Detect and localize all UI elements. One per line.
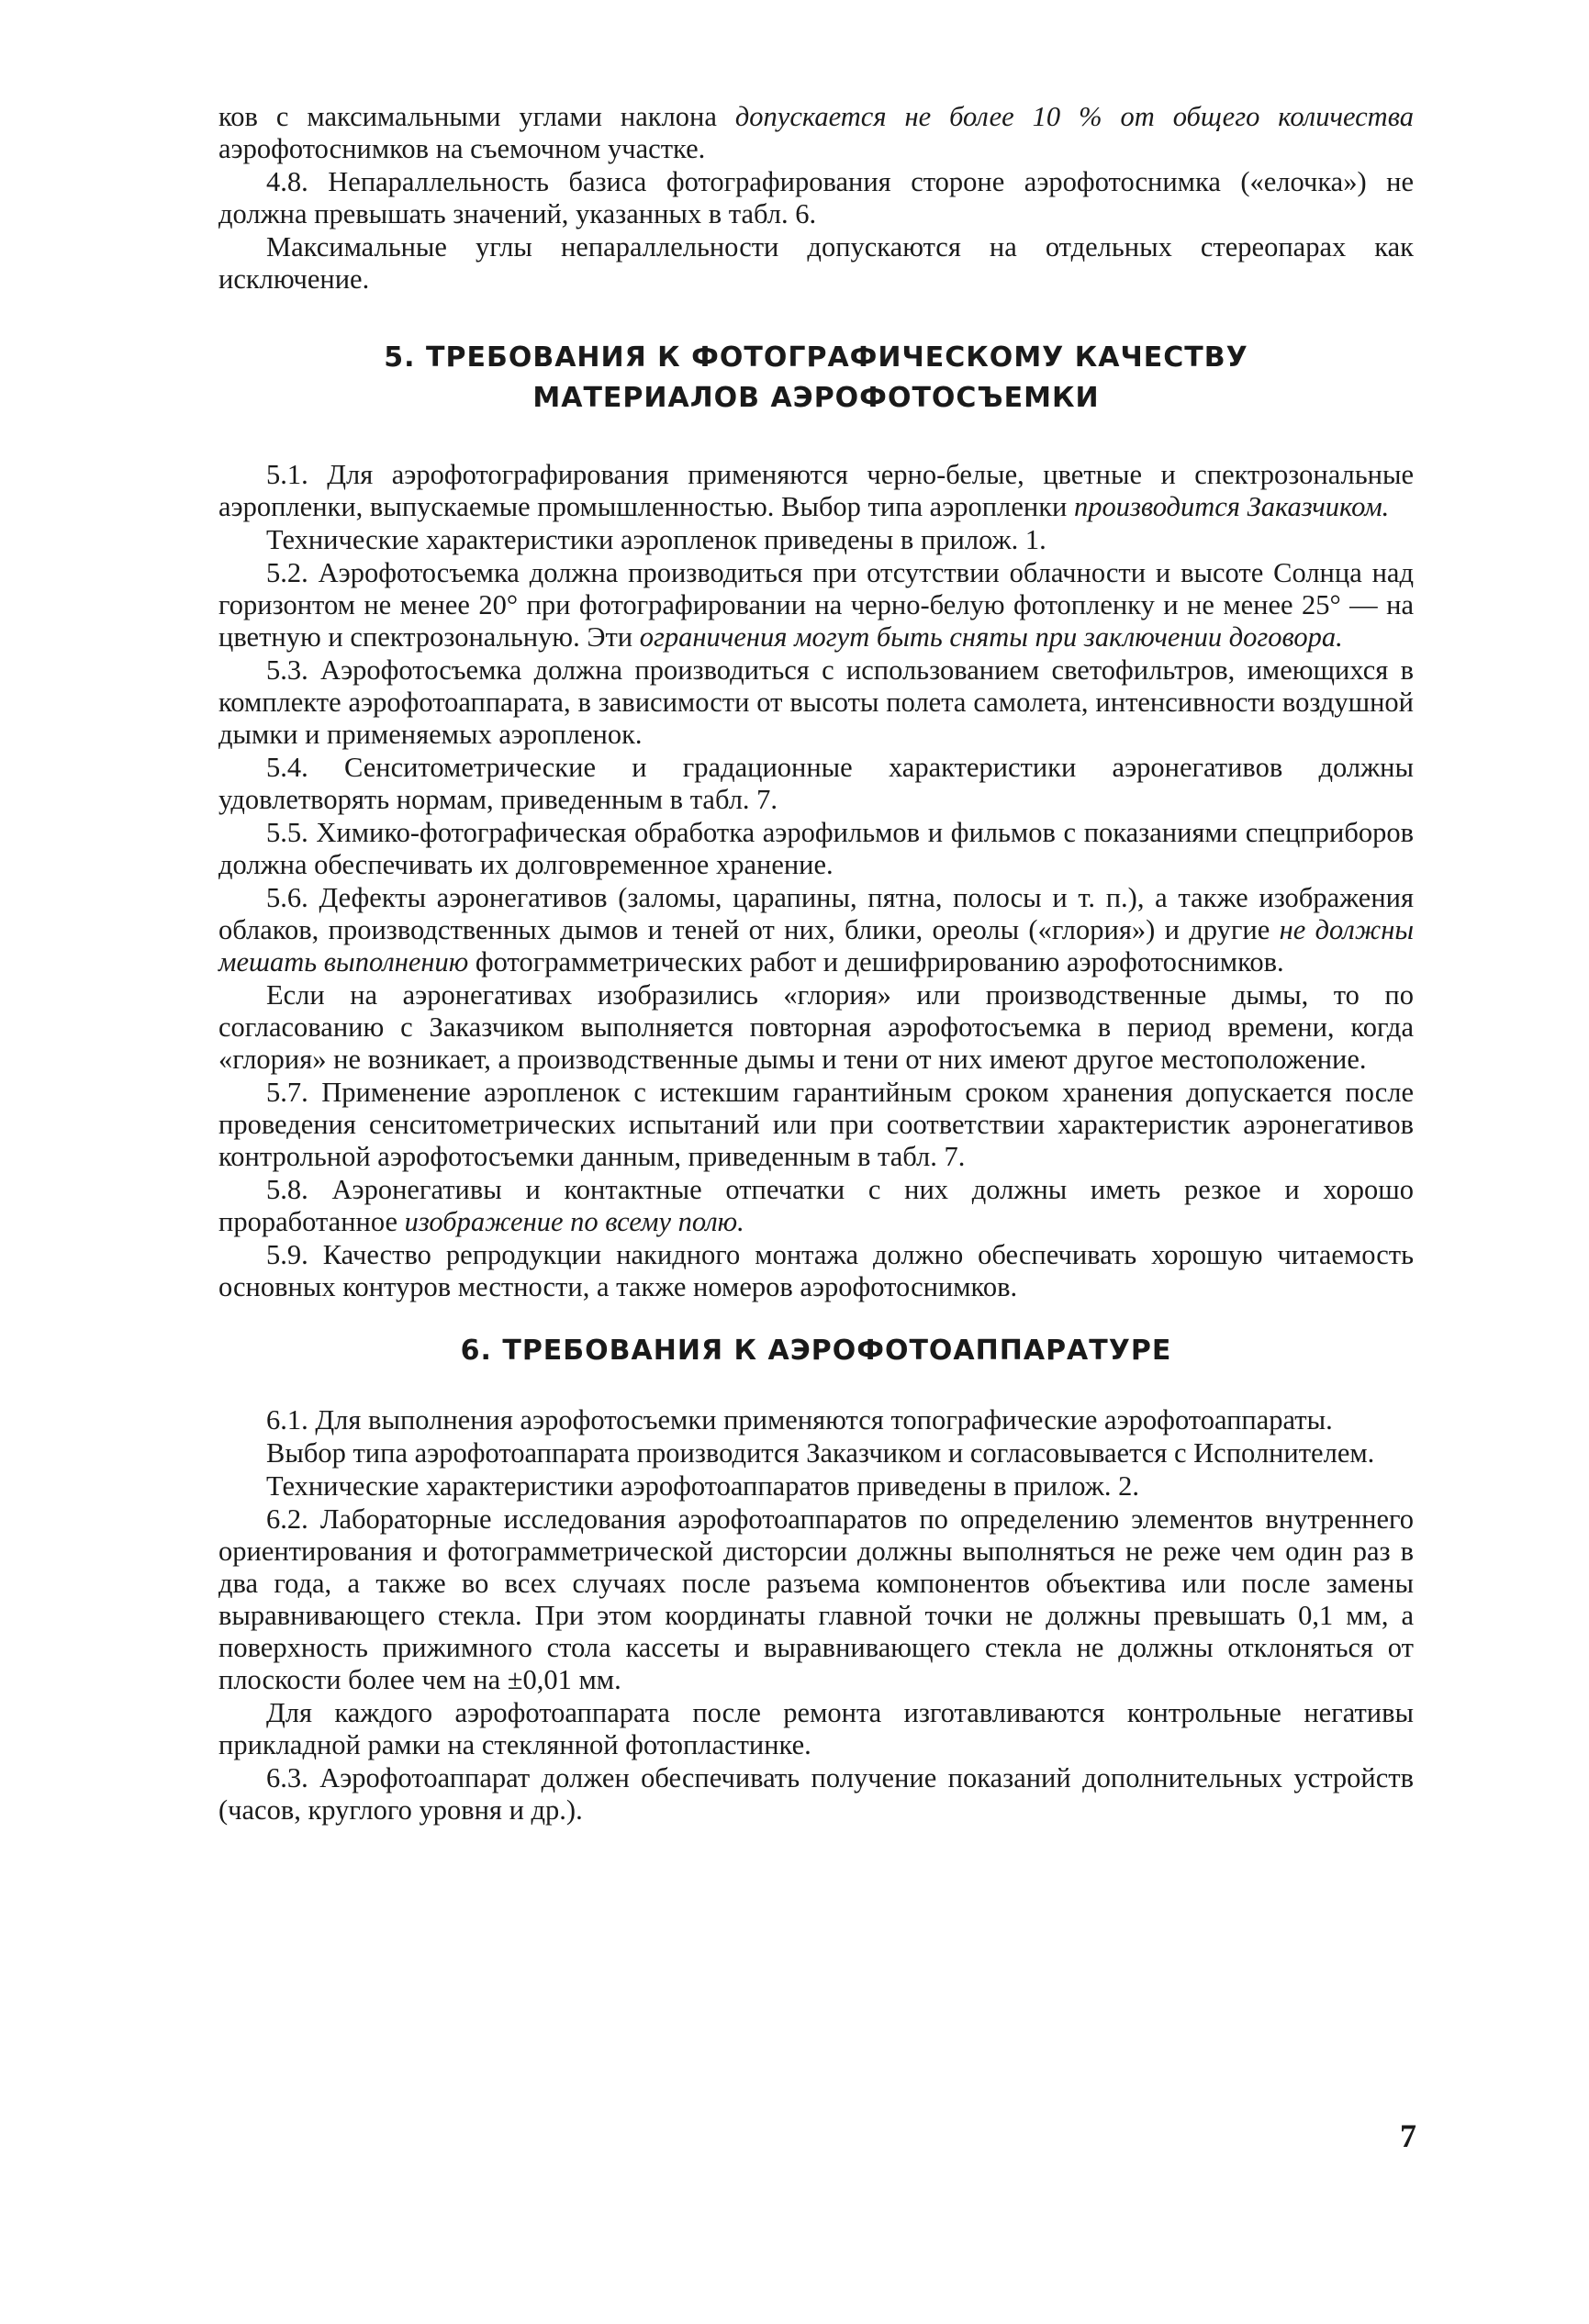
top-paragraphs	[218, 101, 1414, 296]
paragraph-text: 6.2. Лабораторные исследования аэрофотоаппаратов по определению элементов внутреннего ориентирования и фотограмметрической дисторсии должны выполняться не реже чем один раз в два года, а также во всех случаях после разъема компонентов объектива или после замены выравнивающего стекла. При этом координаты главной точки не должны превышать 0,1 мм, а поверхность прижимного стола кассеты и выравнивающего стекла не должны отклоняться от плоскости более чем на ±0,01 мм.	[218, 1503, 1414, 1695]
paragraph	[218, 166, 1414, 230]
paragraph-text: Максимальные углы непараллельности допускаются на отдельных стереопарах как исключение.	[218, 231, 1414, 295]
paragraph	[218, 459, 1414, 523]
paragraph-text: 5.3. Аэрофотосъемка должна производиться с использованием светофильтров, имеющихся в комплекте аэрофотоаппарата, в зависимости от высоты полета самолета, интенсивности воздушной дымки и применяемых аэропленок.	[218, 654, 1414, 750]
paragraph	[218, 752, 1414, 816]
paragraph	[218, 1077, 1414, 1173]
section-5-heading-line1: 5. ТРЕБОВАНИЯ К ФОТОГРАФИЧЕСКОМУ КАЧЕСТВУ	[384, 341, 1248, 374]
paragraph	[218, 654, 1414, 751]
paragraph	[218, 1404, 1414, 1436]
paragraph	[218, 1174, 1414, 1238]
paragraph-text: 4.8. Непараллельность базиса фотографирования стороне аэрофотоснимка («елочка») не должна превышать значений, указанных в табл. 6.	[218, 166, 1414, 229]
page-number: 7	[1400, 2117, 1416, 2154]
paragraph	[218, 524, 1414, 556]
paragraph-emphasis: ограничения могут быть сняты при заключении договора.	[639, 621, 1343, 653]
paragraph-text: 5.5. Химико-фотографическая обработка аэрофильмов и фильмов с показаниями спецприборов должна обеспечивать их долговременное хранение.	[218, 817, 1414, 880]
paragraph-emphasis: не должны мешать выполнению	[218, 914, 1414, 978]
paragraph-text: Если на аэронегативах изобразились «глория» или производственные дымы, то по согласованию с Заказчиком выполняется повторная аэрофотосъемка в период времени, когда «глория» не возникает, а производственные дымы и тени от них имеют другое местоположение.	[218, 979, 1414, 1075]
paragraph-text-tail: фотограмметрических работ и дешифрированию аэрофотоснимков.	[468, 946, 1284, 978]
paragraph	[218, 557, 1414, 654]
paragraph-emphasis: допускается не более 10 % от общего количества	[734, 101, 1414, 132]
paragraph-emphasis: производится Заказчиком.	[1073, 491, 1390, 522]
paragraph-text: Технические характеристики аэрофотоаппаратов приведены в прилож. 2.	[266, 1470, 1139, 1502]
paragraph-text: 5.1. Для аэрофотографирования применяются черно-белые, цветные и спектрозональные аэропленки, выпускаемые промышленностью. Выбор типа аэропленки	[218, 459, 1414, 522]
paragraph-text-tail: аэрофотоснимков на съемочном участке.	[218, 133, 706, 164]
paragraph	[218, 817, 1414, 881]
paragraph	[218, 882, 1414, 978]
section-6-heading: 6. ТРЕБОВАНИЯ К АЭРОФОТОАППАРАТУРЕ	[460, 1335, 1172, 1367]
paragraph-text: 5.4. Сенситометрические и градационные характеристики аэронегативов должны удовлетворять нормам, приведенным в табл. 7.	[218, 752, 1414, 815]
paragraph	[218, 979, 1414, 1076]
paragraph	[218, 1503, 1414, 1696]
paragraph-text: 5.2. Аэрофотосъемка должна производиться при отсутствии облачности и высоте Солнца над горизонтом не менее 20° при фотографировании на черно-белую фотопленку и не менее 25° — на цветную и спектрозональную. Эти	[218, 557, 1414, 653]
document-page	[218, 101, 1414, 1827]
section-5-heading-line2: МАТЕРИАЛОВ АЭРОФОТОСЪЕМКИ	[532, 382, 1100, 414]
paragraph-emphasis: изображение по всему полю.	[404, 1206, 744, 1237]
paragraph	[218, 1239, 1414, 1303]
paragraph	[218, 1470, 1414, 1503]
section-6-paragraphs	[218, 1404, 1414, 1827]
paragraph-text: 6.1. Для выполнения аэрофотосъемки применяются топографические аэрофотоаппараты.	[266, 1404, 1333, 1436]
paragraph-text: Выбор типа аэрофотоаппарата производится Заказчиком и согласовывается с Исполнителем.	[266, 1437, 1375, 1469]
paragraph	[218, 1437, 1414, 1469]
paragraph-text: 6.3. Аэрофотоаппарат должен обеспечивать получение показаний дополнительных устройств (часов, круглого уровня и др.).	[218, 1762, 1414, 1826]
paragraph-text: 5.7. Применение аэропленок с истекшим гарантийным сроком хранения допускается после проведения сенситометрических испытаний или при соответствии характеристик аэронегативов контрольной аэрофотосъемки данным, приведенным в табл. 7.	[218, 1077, 1414, 1172]
section-5-heading	[218, 338, 1414, 419]
paragraph-text: 5.8. Аэронегативы и контактные отпечатки с них должны иметь резкое и хорошо проработанное	[218, 1174, 1414, 1237]
paragraph-text: Для каждого аэрофотоаппарата после ремонта изготавливаются контрольные негативы прикладной рамки на стеклянной фотопластинке.	[218, 1697, 1414, 1760]
paragraph-text: 5.9. Качество репродукции накидного монтажа должно обеспечивать хорошую читаемость основных контуров местности, а также номеров аэрофотоснимков.	[218, 1239, 1414, 1302]
section-5-paragraphs	[218, 459, 1414, 1303]
paragraph-text: Технические характеристики аэропленок приведены в прилож. 1.	[266, 524, 1046, 555]
paragraph	[218, 101, 1414, 165]
paragraph	[218, 1697, 1414, 1761]
paragraph	[218, 231, 1414, 296]
paragraph	[218, 1762, 1414, 1827]
paragraph-text: ков с максимальными углами наклона	[218, 101, 735, 132]
paragraph-text: 5.6. Дефекты аэронегативов (заломы, царапины, пятна, полосы и т. п.), а также изображения облаков, производственных дымов и теней от них, блики, ореолы («глория») и другие	[218, 882, 1414, 945]
